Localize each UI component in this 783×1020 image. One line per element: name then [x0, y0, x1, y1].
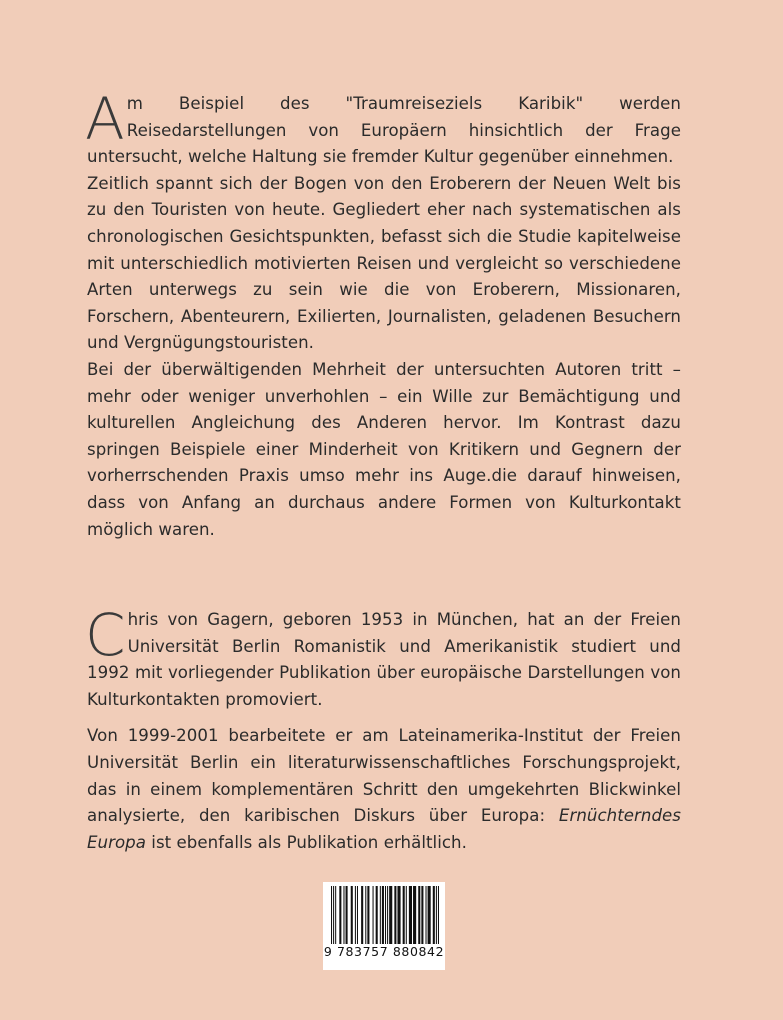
barcode-bar: [367, 886, 369, 944]
barcode-bar: [409, 886, 412, 944]
barcode-bar: [346, 886, 348, 944]
bio-paragraph-2: [87, 723, 681, 856]
barcode-bar: [333, 886, 334, 944]
barcode-bar: [387, 886, 388, 944]
barcode-bar: [394, 886, 396, 944]
barcode-bar: [365, 886, 366, 944]
author-bio: [85, 601, 681, 856]
blurb-paragraph-1-text: m Beispiel des "Traumreiseziels Karibik" werden Reisedarstellungen von Europäern hinsichtlich der Frage untersucht, welche Haltung sie fremder Kultur gegenüber einnehmen.: [87, 94, 681, 167]
barcode-bar: [406, 886, 407, 944]
barcode-bar: [331, 886, 332, 944]
barcode-bar: [361, 886, 363, 944]
barcode-bar: [351, 886, 353, 944]
bio-paragraph-1: [85, 601, 681, 713]
barcode-bar: [403, 886, 405, 944]
blurb-dropcap: A: [85, 85, 125, 153]
blurb-text: [85, 85, 681, 543]
barcode-bar: [389, 886, 392, 944]
barcode-bar: [397, 886, 400, 944]
barcode-bar: [380, 886, 381, 944]
barcode-bar: [339, 886, 341, 944]
isbn-barcode: [323, 882, 445, 970]
barcode-bar: [428, 886, 431, 944]
bio-paragraph-2-start: Von 1999-2001 bearbeitete er am Lateinamerika-Institut der Freien Universität Berlin ein literaturwissenschaftliches Forschungsprojekt, das in einem komplementären Schritt den umgekehrten Blickwinkel analysierte, den karibischen Diskurs über Europa:: [87, 726, 681, 826]
blurb-paragraph-1: [85, 85, 681, 171]
barcode-bar: [433, 886, 435, 944]
blurb-paragraph-3: Bei der überwältigenden Mehrheit der untersuchten Autoren tritt – mehr oder weniger unverhohlen – ein Wille zur Bemächtigung und kulturellen Angleichung des Anderen hervor. Im Kontrast dazu springen Beispiele einer Minderheit von Kritikern und Gegnern der vorherrschenden Praxis umso mehr ins Auge.die darauf hinweisen, dass von Anfang an durchaus andere Formen von Kulturkontakt möglich waren.: [87, 359, 681, 539]
barcode-bar: [436, 886, 437, 944]
barcode-bar: [385, 886, 386, 944]
bio-dropcap: C: [85, 601, 126, 669]
barcode-bar: [421, 886, 423, 944]
barcode-bar: [438, 886, 439, 944]
barcode-bar: [357, 886, 358, 944]
book-title: Ernüchterndes Europa: [87, 806, 681, 852]
barcode-bar: [343, 886, 344, 944]
barcode-bar: [376, 886, 378, 944]
isbn-number: 9 783757 880842: [323, 944, 445, 959]
barcode-bar: [426, 886, 427, 944]
barcode-bar: [373, 886, 374, 944]
barcode-bar: [418, 886, 420, 944]
barcode-bars: [323, 882, 445, 948]
blurb-paragraph-2: Zeitlich spannt sich der Bogen von den Eroberern der Neuen Welt bis zu den Touristen von heute. Gegliedert eher nach systematischen als chronologischen Gesichtspunkten, befasst sich die Studie kapitelweise mit unterschiedlich motivierten Reisen und vergleicht so verschiedene Arten unterwegs zu sein wie die von Eroberern, Missionaren, Forschern, Abenteurern, Exilierten, Journalisten, geladenen Besuchern und Vergnügungstouristen.: [87, 173, 681, 353]
barcode-bar: [335, 886, 336, 944]
bio-paragraph-2-end: ist ebenfalls als Publikation erhältlich.: [145, 832, 467, 852]
barcode-bar: [355, 886, 356, 944]
bio-paragraph-1-text: hris von Gagern, geboren 1953 in München, hat an der Freien Universität Berlin Romanistik und Amerikanistik studiert und 1992 mit vorliegender Publikation über europäische Darstellungen von Kulturkontakten promoviert.: [87, 610, 681, 709]
barcode-bar: [382, 886, 384, 944]
barcode-bar: [413, 886, 416, 944]
